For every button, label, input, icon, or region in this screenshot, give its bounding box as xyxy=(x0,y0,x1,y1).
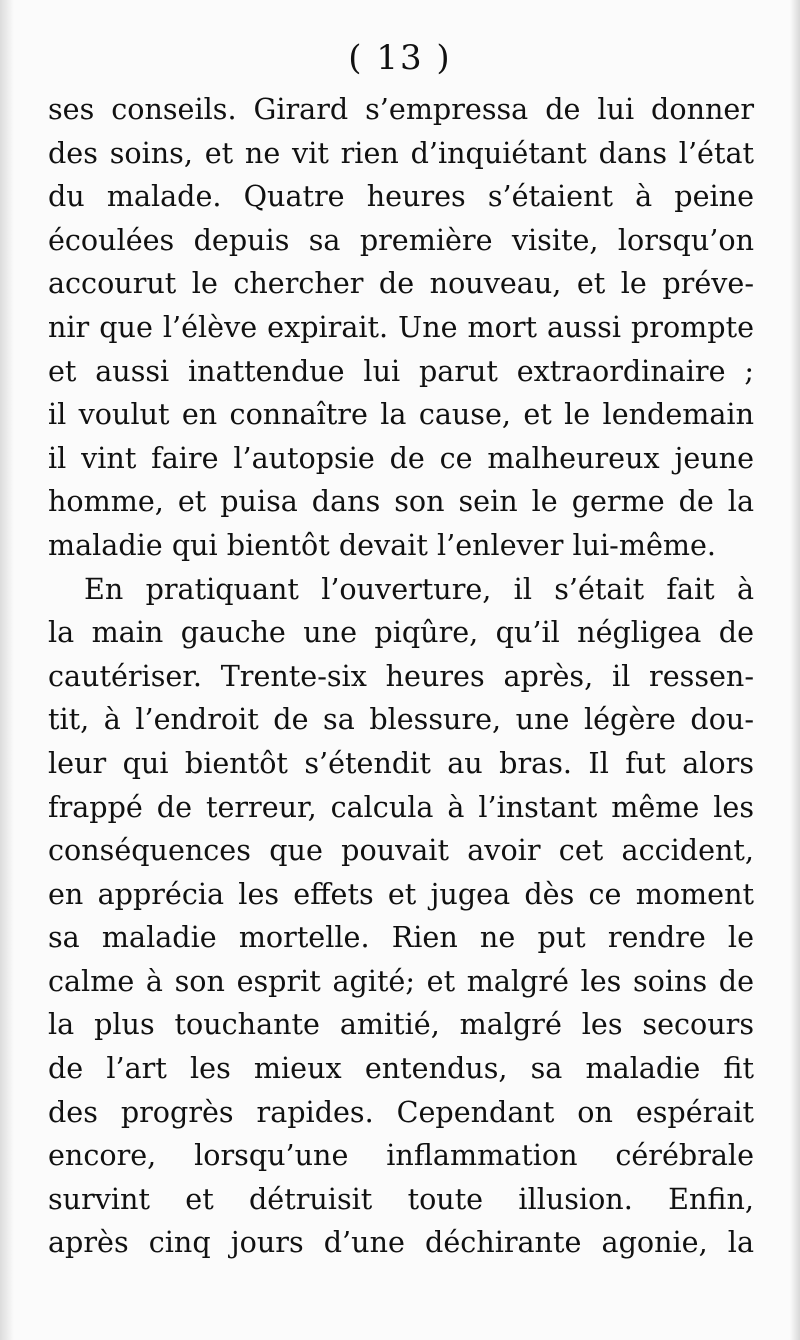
text-line: En pratiquant l’ouverture, il s’était fait à xyxy=(84,571,754,606)
text-line: accourut le chercher de nouveau, et le préve- xyxy=(48,266,754,301)
text-line: de l’art les mieux entendus, sa maladie fit xyxy=(48,1051,754,1086)
page-edge-shadow-left xyxy=(0,0,14,1340)
text-line: maladie qui bientôt devait l’enlever lui-même. xyxy=(48,527,716,562)
text-line: en apprécia les effets et jugea dès ce moment xyxy=(48,876,754,911)
page-edge-shadow-right xyxy=(790,0,800,1340)
text-line: des soins, et ne vit rien d’inquiétant dans l’état xyxy=(48,135,754,170)
text-line: encore, lorsqu’une inflammation cérébrale xyxy=(48,1138,754,1173)
text-line: cautériser. Trente-six heures après, il ressen- xyxy=(48,658,754,693)
text-line: il voulut en connaître la cause, et le lendemain xyxy=(48,397,754,432)
text-line: sa maladie mortelle. Rien ne put rendre le xyxy=(48,920,754,955)
paragraph xyxy=(48,88,754,568)
paragraph xyxy=(48,568,754,1266)
text-line: calme à son esprit agité; et malgré les soins de xyxy=(48,963,754,998)
text-line: du malade. Quatre heures s’étaient à peine xyxy=(48,179,754,214)
text-line: des progrès rapides. Cependant on espérait xyxy=(48,1094,754,1129)
text-line: nir que l’élève expirait. Une mort aussi prompte xyxy=(48,309,754,344)
page-number: ( 13 ) xyxy=(348,38,452,78)
body-text xyxy=(48,88,754,1265)
text-line: après cinq jours d’une déchirante agonie, la xyxy=(48,1225,754,1260)
text-line: survint et détruisit toute illusion. Enfin, xyxy=(48,1181,754,1216)
text-line: ses conseils. Girard s’empressa de lui donner xyxy=(48,92,754,126)
text-line: il vint faire l’autopsie de ce malheureux jeune xyxy=(48,440,754,475)
text-line: leur qui bientôt s’étendit au bras. Il fut alors xyxy=(48,745,754,780)
text-line: écoulées depuis sa première visite, lorsqu’on xyxy=(48,222,754,257)
text-line: la plus touchante amitié, malgré les secours xyxy=(48,1007,754,1042)
text-line: homme, et puisa dans son sein le germe de la xyxy=(48,484,754,519)
text-line: tit, à l’endroit de sa blessure, une légère dou- xyxy=(48,702,754,737)
text-line: la main gauche une piqûre, qu’il négligea de xyxy=(48,615,754,650)
text-line: frappé de terreur, calcula à l’instant même les xyxy=(48,789,754,824)
text-line: conséquences que pouvait avoir cet accident, xyxy=(48,833,754,868)
text-line: et aussi inattendue lui parut extraordinaire ; xyxy=(48,353,754,388)
